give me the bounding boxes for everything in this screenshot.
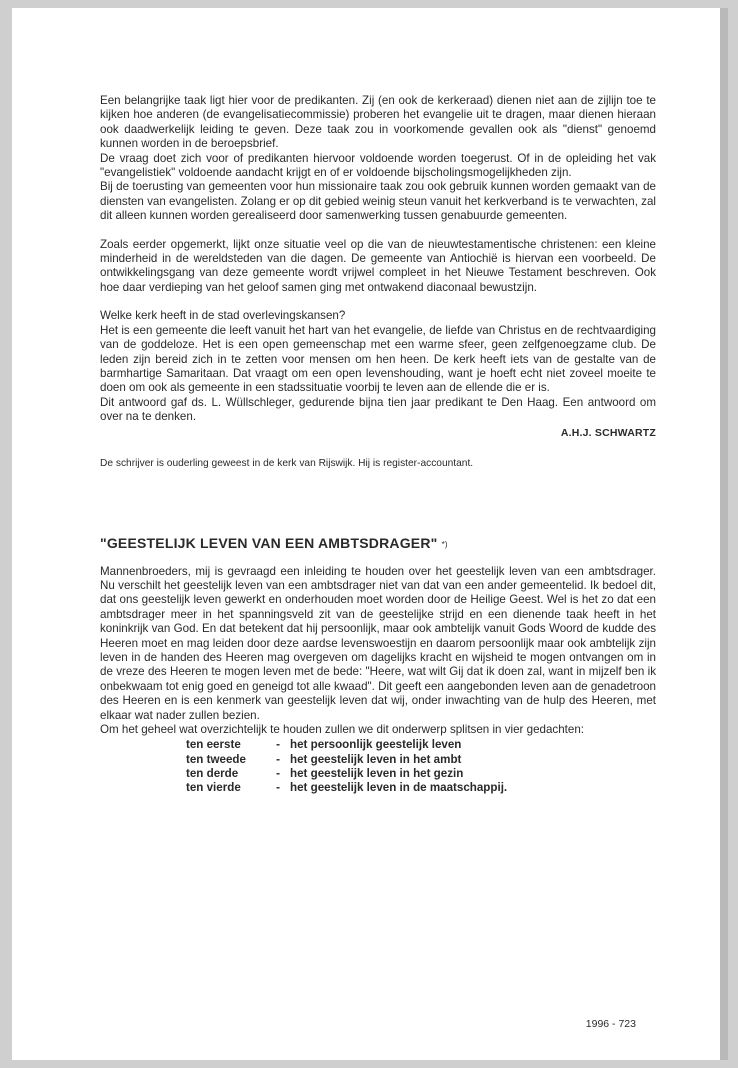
- outline-number: ten vierde: [186, 781, 241, 795]
- paragraph: Om het geheel wat overzichtelijk te houden zullen we dit onderwerp splitsen in vier gedachten:: [100, 723, 584, 736]
- outline-dash: -: [276, 752, 280, 766]
- paragraph: Dit antwoord gaf ds. L. Wüllschleger, gedurende bijna tien jaar predikant te Den Haag. Een antwoord om over na te denken.: [100, 395, 656, 424]
- outline-item: [186, 738, 656, 752]
- paragraph: Een belangrijke taak ligt hier voor de predikanten. Zij (en ook de kerkeraad) dienen niet aan de zijlijn toe te kijken hoe anderen (de evangelisatiecommissie) proberen het evangelie uit te dragen, maar dienen hieraan ook daadwerkelijk leiding te geven. Deze taak zou in voorkomende gevallen ook als "dienst" genoemd kunnen worden in de beroepsbrief.: [100, 94, 656, 151]
- author-note: De schrijver is ouderling geweest in de kerk van Rijswijk. Hij is register-accountant.: [100, 457, 474, 469]
- outline-item: [186, 753, 656, 767]
- article-title: [100, 535, 656, 551]
- outline-text: het persoonlijk geestelijk leven: [290, 738, 462, 752]
- document-page: [12, 8, 728, 1060]
- outline-number: ten derde: [186, 766, 239, 780]
- outline-item: [186, 781, 656, 795]
- paragraph: Welke kerk heeft in de stad overlevingskansen?: [100, 309, 346, 323]
- page-content: [100, 94, 656, 795]
- paragraph: Mannenbroeders, mij is gevraagd een inleiding te houden over het geestelijk leven van een ambtsdrager. Nu verschilt het geestelijk leven van een ambtsdrager niet van dat van een ander gemeentelid. Ik bedoel dit, dat ons geestelijk leven gewerkt en onderhouden moet worden door de Heilige Geest. Wel is het zo dat een ambtsdrager meer in het spanningsveld zit van de geestelijke strijd en een dienende taak heeft in het koninkrijk van God. En dat betekent dat hij persoonlijk, maar ook ambtelijk vanuit Gods Woord de kudde des Heeren moet en mag leiden door deze aardse levenswoestijn en daarom persoonlijk maar ook ambtelijk zijn leven in de handen des Heeren mag overgeven om dagelijks kracht en wijsheid te mogen ontvangen om in de vreze des Heeren te mogen leven met de bede: "Heere, wat wilt Gij dat ik doen zal, want in mijzelf ben ik onbekwaam tot enig goed en geneigd tot alle kwaad". Dit geeft een aangebonden leven aan de genadetroon des Heeren en is een kenmerk van geestelijk leven dat wij, onder inwachting van de hulp des Heeren, met elkaar wat nader zullen bezien.: [100, 564, 656, 722]
- outline-dash: -: [276, 766, 280, 780]
- outline-text: het geestelijk leven in het gezin: [290, 766, 464, 780]
- outline-number: ten eerste: [186, 738, 241, 752]
- topic-outline: [186, 738, 656, 795]
- paragraph: De vraag doet zich voor of predikanten hiervoor voldoende worden toegerust. Of in de opleiding het vak "evangelistiek" voldoende aandacht krijgt en of er voldoende bijscholingsmogelijkheden zijn.: [100, 151, 656, 180]
- page-number: 1996 - 723: [585, 1018, 636, 1030]
- outline-text: het geestelijk leven in de maatschappij.: [290, 781, 508, 795]
- paragraph: Zoals eerder opgemerkt, lijkt onze situatie veel op die van de nieuwtestamentische christenen: een kleine minderheid in de wereldsteden van die dagen. De gemeente van Antiochië is hiervan een voorbeeld. De ontwikkelingsgang van deze gemeente wordt vrijwel compleet in het Nieuwe Testament beschreven. Ook hoe daar verdieping van het geloof samen ging met ontwakend diaconaal bewustzijn.: [100, 237, 656, 294]
- outline-number: ten tweede: [186, 752, 246, 766]
- outline-dash: -: [276, 781, 280, 795]
- paragraph: Bij de toerusting van gemeenten voor hun missionaire taak zou ook gebruik kunnen worden gemaakt van de diensten van evangelisten. Zolang er op dit gebied weinig steun vanuit het kerkverband is te verwachten, zal dit alleen kunnen worden gerealiseerd door samenwerking tussen genabuurde gemeenten.: [100, 180, 656, 223]
- outline-text: het geestelijk leven in het ambt: [290, 752, 462, 766]
- author-signature: A.H.J. SCHWARTZ: [560, 426, 656, 439]
- footnote-mark: *): [441, 539, 448, 549]
- article-title-text: "GEESTELIJK LEVEN VAN EEN AMBTSDRAGER": [100, 534, 438, 551]
- paragraph: Het is een gemeente die leeft vanuit het hart van het evangelie, de liefde van Christus en de rechtvaardiging van de goddeloze. Het is een open gemeenschap met een warme sfeer, geen zelfgenoegzame club. De leden zijn bereid zich in te zetten voor mensen om hen heen. De kerk heeft iets van de gestalte van de barmhartige Samaritaan. Dat vraagt om een open levenshouding, want je hoeft echt niet zoveel moeite te doen om ook als gemeente in een stadssituatie voorbij te leven aan de ellende die er is.: [100, 323, 656, 395]
- outline-item: [186, 767, 656, 781]
- outline-dash: -: [276, 738, 280, 752]
